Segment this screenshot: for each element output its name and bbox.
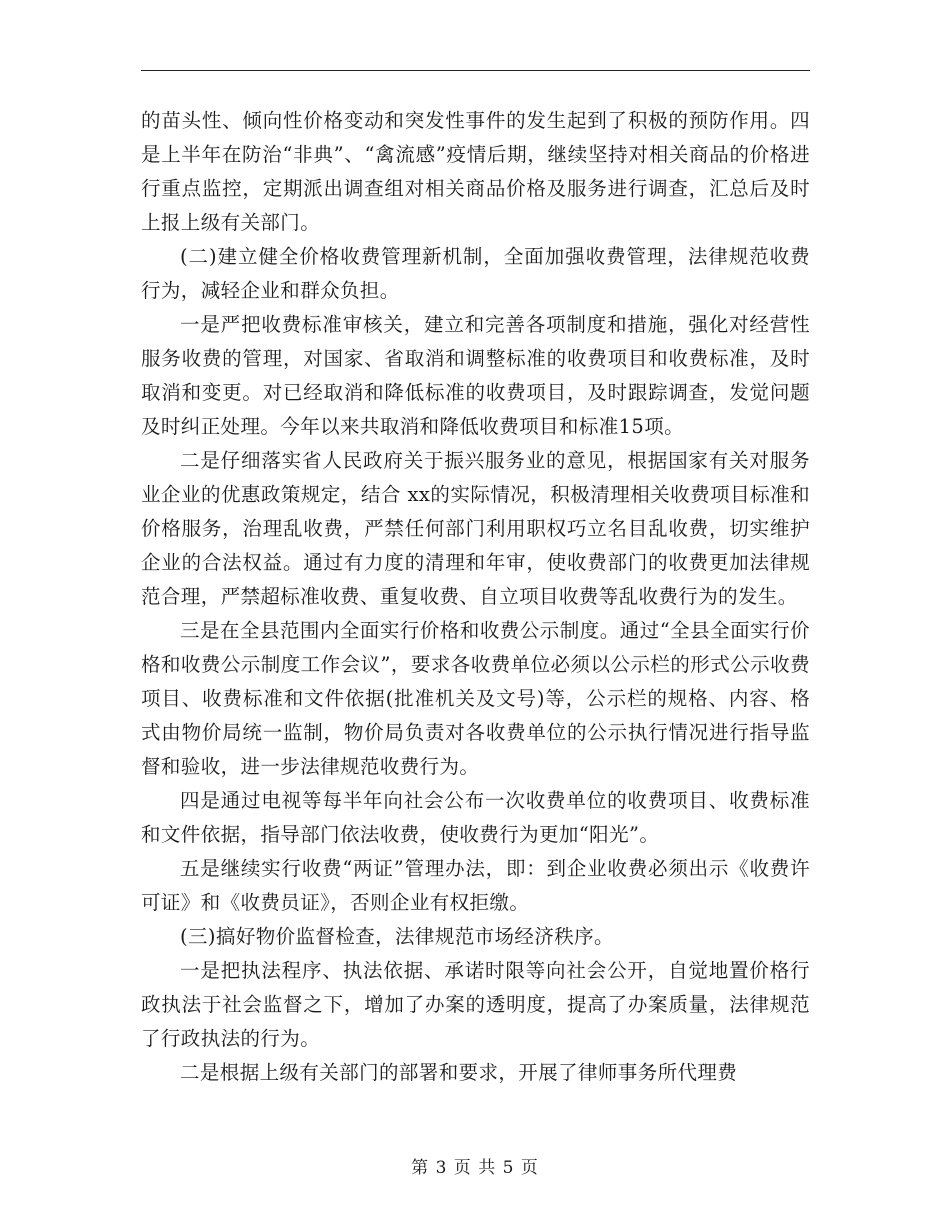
- paragraph: 的苗头性、倾向性价格变动和突发性事件的发生起到了积极的预防作用。四是上半年在防治“非典”、“禽流感”疫情后期，继续坚持对相关商品的价格进行重点监控，定期派出调查组对相关商品价格及服务进行调查，汇总后及时上报上级有关部门。: [141, 109, 810, 234]
- header-rule: [141, 70, 810, 71]
- page-number-footer: 第 3 页 共 5 页: [411, 1158, 539, 1178]
- paragraph: 二是仔细落实省人民政府关于振兴服务业的意见，根据国家有关对服务业企业的优惠政策规定，结合 xx的实际情况，积极清理相关收费项目标准和价格服务，治理乱收费，严禁任何部门利用职权巧立名目乱收费，切实维护企业的合法权益。通过有力度的清理和年审，使收费部门的收费更加法律规范合理，严禁超标准收费、重复收费、自立项目收费等乱收费行为的发生。: [141, 449, 810, 608]
- paragraph: 四是通过电视等每半年向社会公布一次收费单位的收费项目、收费标准和文件依据，指导部门依法收费，使收费行为更加“阳光”。: [141, 789, 810, 846]
- paragraph: 二是根据上级有关部门的部署和要求，开展了律师事务所代理费: [180, 1061, 738, 1084]
- paragraph: (三)搞好物价监督检查，法律规范市场经济秩序。: [180, 925, 614, 948]
- paragraph: 一是严把收费标准审核关，建立和完善各项制度和措施，强化对经营性服务收费的管理，对国家、省取消和调整标准的收费项目和收费标准，及时取消和变更。对已经取消和降低标准的收费项目，及时跟踪调查，发觉问题及时纠正处理。今年以来共取消和降低收费项目和标准15项。: [141, 313, 810, 438]
- paragraph: 一是把执法程序、执法依据、承诺时限等向社会公开，自觉地置价格行政执法于社会监督之下，增加了办案的透明度，提高了办案质量，法律规范了行政执法的行为。: [141, 959, 810, 1050]
- paragraph: (二)建立健全价格收费管理新机制，全面加强收费管理，法律规范收费行为，减轻企业和群众负担。: [141, 245, 810, 302]
- paragraph: 三是在全县范围内全面实行价格和收费公示制度。通过“全县全面实行价格和收费公示制度工作会议”，要求各收费单位必须以公示栏的形式公示收费项目、收费标准和文件依据(批准机关及文号)等，公示栏的规格、内容、格式由物价局统一监制，物价局负责对各收费单位的公示执行情况进行指导监督和验收，进一步法律规范收费行为。: [141, 619, 810, 778]
- paragraph: 五是继续实行收费“两证”管理办法，即：到企业收费必须出示《收费许可证》和《收费员证》，否则企业有权拒缴。: [141, 857, 810, 914]
- document-body: [141, 104, 810, 1090]
